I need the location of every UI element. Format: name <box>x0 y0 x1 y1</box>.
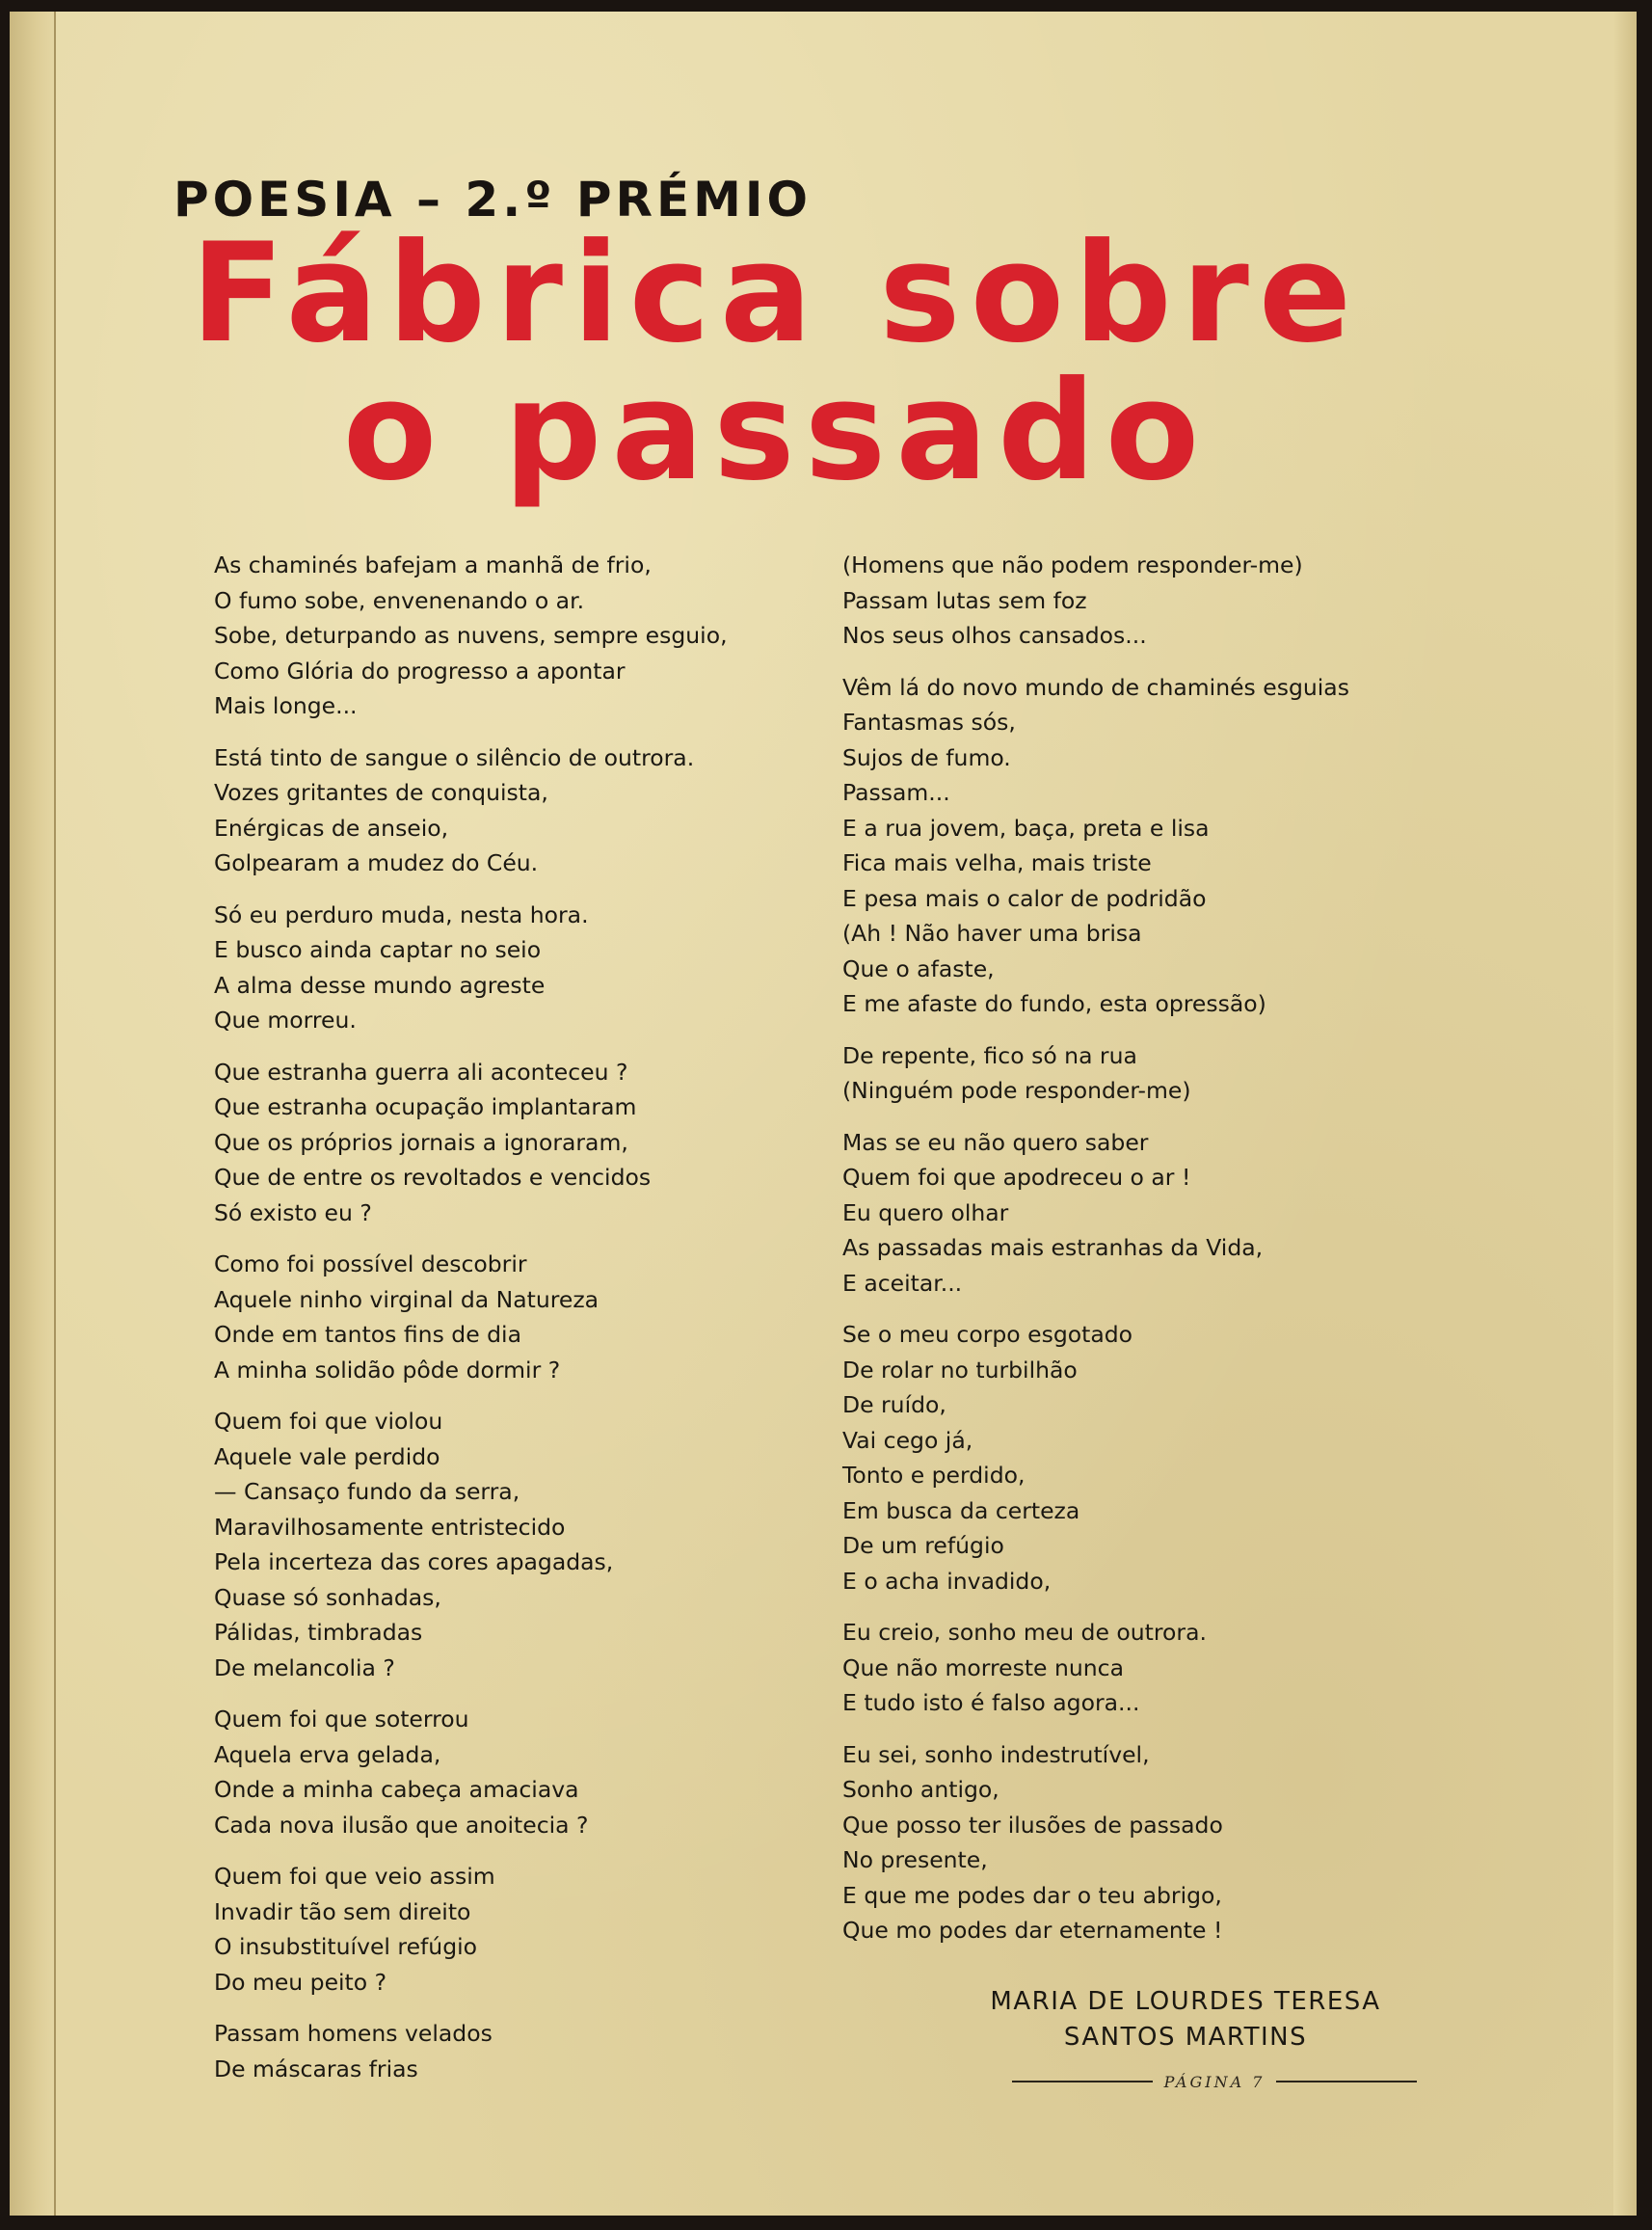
poem-line: Que de entre os revoltados e vencidos <box>214 1164 652 1191</box>
poem-line: Que estranha guerra ali aconteceu ? <box>214 1058 628 1086</box>
poem-line: Sobe, deturpando as nuvens, sempre esguio, <box>214 622 728 649</box>
poem-column-right <box>842 548 1459 1965</box>
poem-line: De máscaras frias <box>214 2055 418 2082</box>
headline-line-1: Fábrica sobre <box>190 214 1362 373</box>
poem-line: Aquele vale perdido <box>214 1442 440 1470</box>
poem-line: Quem foi que apodreceu o ar ! <box>842 1164 1191 1191</box>
poem-line: No presente, <box>842 1846 988 1873</box>
poem-column-left <box>214 548 812 2103</box>
poem-line: Pálidas, timbradas <box>214 1619 423 1646</box>
poem-line: Quem foi que soterrou <box>214 1706 469 1733</box>
poem-line: E aceitar... <box>842 1269 963 1297</box>
poem-line: Vozes gritantes de conquista, <box>214 779 548 806</box>
poem-stanza <box>842 1125 1459 1302</box>
poem-line: As passadas mais estranhas da Vida, <box>842 1234 1264 1261</box>
poem-line: Que mo podes dar eternamente ! <box>842 1917 1223 1944</box>
poem-line: De um refúgio <box>842 1532 1004 1559</box>
poem-line: Só existo eu ? <box>214 1198 372 1226</box>
poem-line: Em busca da certeza <box>842 1496 1080 1524</box>
poem-line: Mas se eu não quero saber <box>842 1128 1149 1156</box>
poem-line: Só eu perduro muda, nesta hora. <box>214 900 589 928</box>
poem-stanza <box>214 1055 812 1231</box>
poem-line: Invadir tão sem direito <box>214 1897 471 1925</box>
poem-line: Mais longe... <box>214 692 358 719</box>
poem-line: Sonho antigo, <box>842 1776 999 1803</box>
poem-line: Fica mais velha, mais triste <box>842 849 1152 876</box>
author-name-line-1: MARIA DE LOURDES TERESA <box>990 1987 1381 2016</box>
poem-line: Cada nova ilusão que anoitecia ? <box>214 1811 589 1839</box>
poem-line: Aquele ninho virginal da Natureza <box>214 1285 600 1313</box>
poem-stanza <box>214 548 812 724</box>
poem-line: Onde em tantos fins de dia <box>214 1321 521 1348</box>
poem-line: De melancolia ? <box>214 1653 395 1681</box>
poem-stanza <box>214 1859 812 2000</box>
poem-line: Nos seus olhos cansados... <box>842 622 1147 649</box>
poem-line: Vêm lá do novo mundo de chaminés esguias <box>842 673 1349 701</box>
poem-line: E tudo isto é falso agora... <box>842 1689 1140 1716</box>
poem-line: E pesa mais o calor de podridão <box>842 884 1207 912</box>
poem-line: O insubstituível refúgio <box>214 1933 478 1960</box>
poem-line: Está tinto de sangue o silêncio de outrora. <box>214 743 695 771</box>
poem-line: Eu quero olhar <box>842 1198 1009 1226</box>
poem-line: Como Glória do progresso a apontar <box>214 657 626 685</box>
poem-line: Que morreu. <box>214 1007 357 1034</box>
poem-line: E me afaste do fundo, esta opressão) <box>842 990 1266 1017</box>
folio-rule-left <box>1012 2081 1153 2082</box>
poem-line: Maravilhosamente entristecido <box>214 1513 566 1541</box>
poem-line: E a rua jovem, baça, preta e lisa <box>842 814 1210 842</box>
poem-line: O fumo sobe, envenenando o ar. <box>214 586 585 614</box>
poem-line: Como foi possível descobrir <box>214 1250 527 1277</box>
section-kicker: POESIA – 2.º PRÉMIO <box>173 172 812 228</box>
poem-line: E o acha invadido, <box>842 1567 1052 1595</box>
folio-rule-right <box>1276 2081 1417 2082</box>
poem-stanza <box>842 1317 1459 1599</box>
poem-line: Passam homens velados <box>214 2020 493 2047</box>
poem-line: Sujos de fumo. <box>842 743 1011 771</box>
poem-line: Onde a minha cabeça amaciava <box>214 1776 579 1803</box>
poem-line: Que posso ter ilusões de passado <box>842 1811 1223 1839</box>
poem-line: Do meu peito ? <box>214 1968 387 1996</box>
poem-line: Aquela erva gelada, <box>214 1740 441 1768</box>
poem-line: A alma desse mundo agreste <box>214 971 546 999</box>
poem-line: Quase só sonhadas, <box>214 1583 441 1611</box>
page-folio <box>1012 2067 1417 2096</box>
author-name-line-2: SANTOS MARTINS <box>1063 2023 1308 2052</box>
poem-line: E busco ainda captar no seio <box>214 936 542 963</box>
poem-line: Golpearam a mudez do Céu. <box>214 849 539 876</box>
page-edge <box>1613 12 1637 2216</box>
poem-stanza <box>214 1247 812 1387</box>
poem-line: (Ah ! Não haver uma brisa <box>842 920 1142 947</box>
poem-line: Que não morreste nunca <box>842 1653 1124 1681</box>
poem-stanza <box>842 548 1459 654</box>
poem-line: Eu creio, sonho meu de outrora. <box>842 1619 1207 1646</box>
poem-stanza <box>842 1737 1459 1948</box>
poem-line: Que o afaste, <box>842 954 995 982</box>
headline-line-2: o passado <box>342 352 1210 511</box>
poem-line: As chaminés bafejam a manhã de frio, <box>214 551 652 578</box>
poem-stanza <box>214 740 812 881</box>
poem-line: Quem foi que violou <box>214 1408 443 1435</box>
poem-line: Quem foi que veio assim <box>214 1863 495 1890</box>
poem-line: Passam lutas sem foz <box>842 586 1087 614</box>
poem-line: — Cansaço fundo da serra, <box>214 1478 520 1505</box>
poem-line: E que me podes dar o teu abrigo, <box>842 1881 1222 1909</box>
poem-line: Se o meu corpo esgotado <box>842 1321 1133 1348</box>
poem-line: De rolar no turbilhão <box>842 1356 1078 1384</box>
page-number: PÁGINA 7 <box>1163 2072 1266 2091</box>
poem-line: (Ninguém pode responder-me) <box>842 1077 1191 1104</box>
poem-line: Tonto e perdido, <box>842 1462 1026 1489</box>
poem-stanza <box>214 1702 812 1842</box>
poem-stanza <box>842 1038 1459 1109</box>
magazine-page <box>10 12 1637 2216</box>
poem-line: De ruído, <box>842 1391 946 1418</box>
poem-line: Vai cego já, <box>842 1426 973 1454</box>
poem-line: Passam... <box>842 779 950 806</box>
poem-stanza <box>214 1404 812 1685</box>
poem-line: Pela incerteza das cores apagadas, <box>214 1548 614 1575</box>
poem-line: Que os próprios jornais a ignoraram, <box>214 1128 628 1156</box>
poem-line: De repente, fico só na rua <box>842 1041 1137 1069</box>
poem-line: Que estranha ocupação implantaram <box>214 1093 637 1120</box>
poem-line: Fantasmas sós, <box>842 709 1016 736</box>
poem-stanza <box>214 2016 812 2086</box>
poem-stanza <box>842 670 1459 1022</box>
poem-stanza <box>842 1615 1459 1721</box>
poem-line: Enérgicas de anseio, <box>214 814 449 842</box>
poem-line: A minha solidão pôde dormir ? <box>214 1356 561 1384</box>
poem-line: Eu sei, sonho indestrutível, <box>842 1740 1150 1768</box>
poem-line: (Homens que não podem responder-me) <box>842 551 1303 578</box>
page-fold-shadow <box>10 12 56 2216</box>
poem-stanza <box>214 898 812 1038</box>
